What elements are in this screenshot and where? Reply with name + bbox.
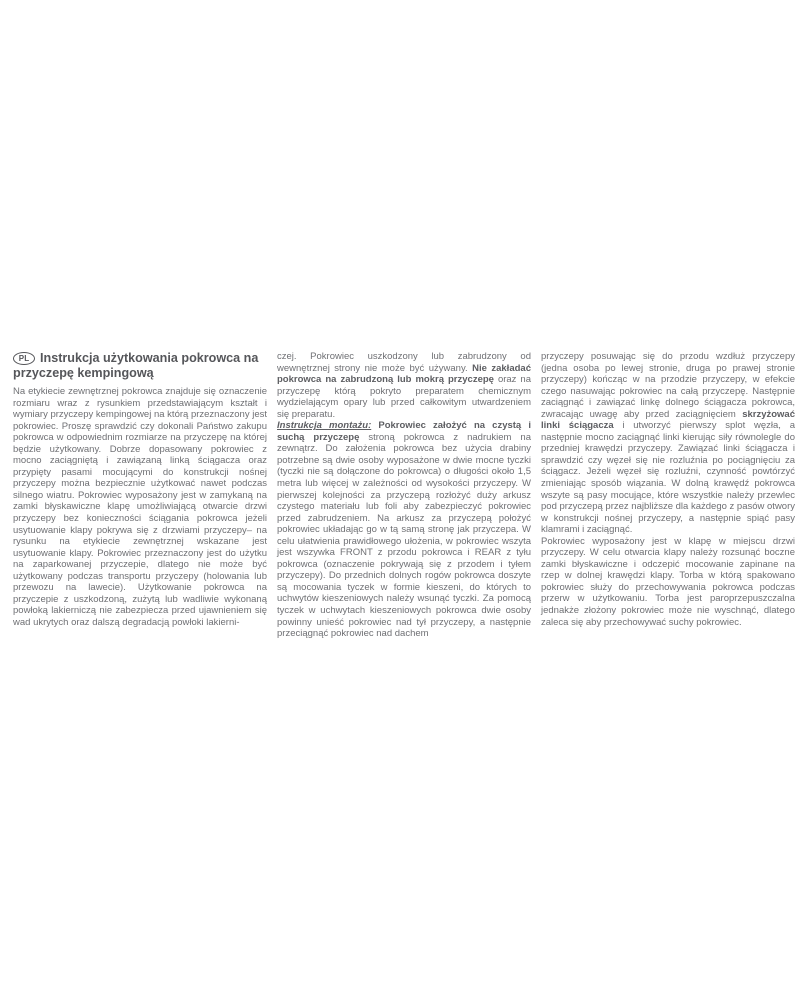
paragraph	[277, 351, 531, 420]
language-badge-pl: PL	[13, 352, 35, 365]
text-segment: czej. Pokrowiec uszkodzony lub zabrudzony od wewnętrznej strony nie może być używany.	[277, 351, 531, 374]
text-segment: Nie zakładać pokrowca na zabrudzoną lub mokrą przyczepę	[277, 362, 531, 386]
document-title	[13, 351, 267, 381]
text-segment: przyczepy posuwając się do przodu wzdłuż przyczepy (jedna osoba po lewej stronie, druga po prawej stronie przyczepy) kończąc w na przodzie przyczepy, w efekcie czego nasuwając pokrowiec na całą przyczepę. Następnie zaciągnąć i zawiązać linkę dolnego ściągacza pokrowca, zwracając uwagę aby przed zaciągnięciem	[541, 351, 795, 420]
text-segment: i utworzyć pierwszy splot węzła, a następnie mocno zaciągnąć linki kierując siły równolegle do przedniej krawędzi przyczepy. Zawiązać linki ściągacza i sprawdzić czy węzeł się nie rozluźnia po pociągnięciu za ściągacz. Jeżeli węzeł się rozluźni, czynność powtórzyć zmieniając sposób wiązania. W dolną krawędź pokrowca wszyte są pasy mocujące, które wszystkie należy przewlec pod przyczepą przez najbliższe dla każdego z pasów otwory w konstrukcji nośnej przyczepy, a następnie spiąć pasy klamrami i zaciągnąć.	[541, 420, 795, 536]
text-segment: skrzyżować linki ściągacza	[541, 408, 795, 432]
column-2-body	[277, 351, 531, 640]
text-segment: Na etykiecie zewnętrznej pokrowca znajduje się oznaczenie rozmiaru wraz z rysunkiem przedstawiającym kształt i wymiary przyczepy kempingowej na którą przeznaczony jest pokrowiec. Proszę sprawdzić czy dokonali Państwo zakupu pokrowca w odpowiednim rozmiarze na przyczepę na której będzie użytkowany. Dobrze dopasowany pokrowiec z mocno zaciągniętą i zawiązaną linką ściągacza oraz przypięty pasami mocującymi do konstrukcji nośnej przyczepy można bezpiecznie użytkować nawet podczas silnego wiatru. Pokrowiec wyposażony jest w zamykaną na zamki błyskawiczne klapę umożliwiającą otwarcie drzwi przyczepy bez konieczności ściągania pokrowca jeżeli usytuowanie klapy pokrywa się z drzwiami przyczepy– na rysunku na etykiecie zewnętrznej wskazane jest usytuowanie klapy. Pokrowiec przeznaczony jest do użytku na zaparkowanej przyczepie, dlatego nie może być użytkowany podczas transportu przyczepy (holowania lub przewozu na lawecie). Użytkowanie pokrowca na przyczepie z uszkodzoną, zużytą lub wadliwie wykonaną powłoką lakierniczą nie zabezpiecza przed ujawnieniem się wad ukrytych oraz dalszą degradacją powłoki lakierni-	[13, 386, 267, 628]
text-column-3	[541, 351, 795, 640]
column-3-body	[541, 351, 795, 628]
paragraph	[277, 420, 531, 639]
paragraph	[13, 386, 267, 628]
text-segment: Pokrowiec założyć na czystą i suchą przyczepę	[277, 420, 531, 443]
three-column-text-block	[13, 351, 795, 640]
text-segment: stroną pokrowca z nadrukiem na zewnątrz. Do założenia pokrowca bez użycia drabiny potrzebne są dwie osoby wyposażone w dwie mocne tyczki (tyczki nie są dołączone do pokrowca) o długości około 1,5 metra lub więcej w zależności od wysokości przyczepy. W pierwszej kolejności za przyczepą rozłożyć duży arkusz czystego materiału lub foli aby zabezpieczyć pokrowiec przed zabrudzeniem. Na arkusz za przyczepą położyć pokrowiec układając go w tą samą stronę jak przyczepa. W celu ułatwienia prawidłowego ułożenia, w pokrowiec wszyta jest wszywka FRONT z przodu pokrowca i REAR z tyłu pokrowca (oznaczenie pokrywają się z przodem i tyłem przyczepy). Do przednich dolnych rogów pokrowca doszyte są mocowania tyczek w formie kieszeni, do których to uchwytów kieszeniowych należy wsunąć tyczki. Za pomocą tyczek w uchwytach kieszeniowych pokrowca dwie osoby powinny unieść pokrowiec nad tył przyczepy, a następnie przeciągnąć pokrowiec nad dachem	[277, 431, 531, 640]
text-segment: Pokrowiec wyposażony jest w klapę w miejscu drzwi przyczepy. W celu otwarcia klapy należy rozsunąć boczne zamki błyskawiczne i odczepić mocowanie zapinane na rzep w dolnej krawędzi klapy. Torba w którą spakowano pokrowiec służy do przechowywania pokrowca podczas przerw w użytkowaniu. Torba jest paroprzepuszczalna jednakże złożony pokrowiec może nie wyschnąć, dlatego zaleca się aby przechowywać suchy pokrowiec.	[541, 535, 795, 628]
text-segment: Instrukcja montażu:	[277, 420, 372, 432]
paragraph	[541, 536, 795, 628]
document-title-text: Instrukcja użytkowania pokrowca na przyczepę kempingową	[13, 351, 259, 380]
text-column-2	[277, 351, 531, 640]
text-column-1	[13, 351, 267, 640]
paragraph	[541, 351, 795, 536]
column-1-body	[13, 386, 267, 628]
text-segment: oraz na przyczepę którą pokryto preparatem chemicznym wydzielającym opary lub przed całkowitym utwardzeniem się preparatu.	[277, 374, 531, 420]
